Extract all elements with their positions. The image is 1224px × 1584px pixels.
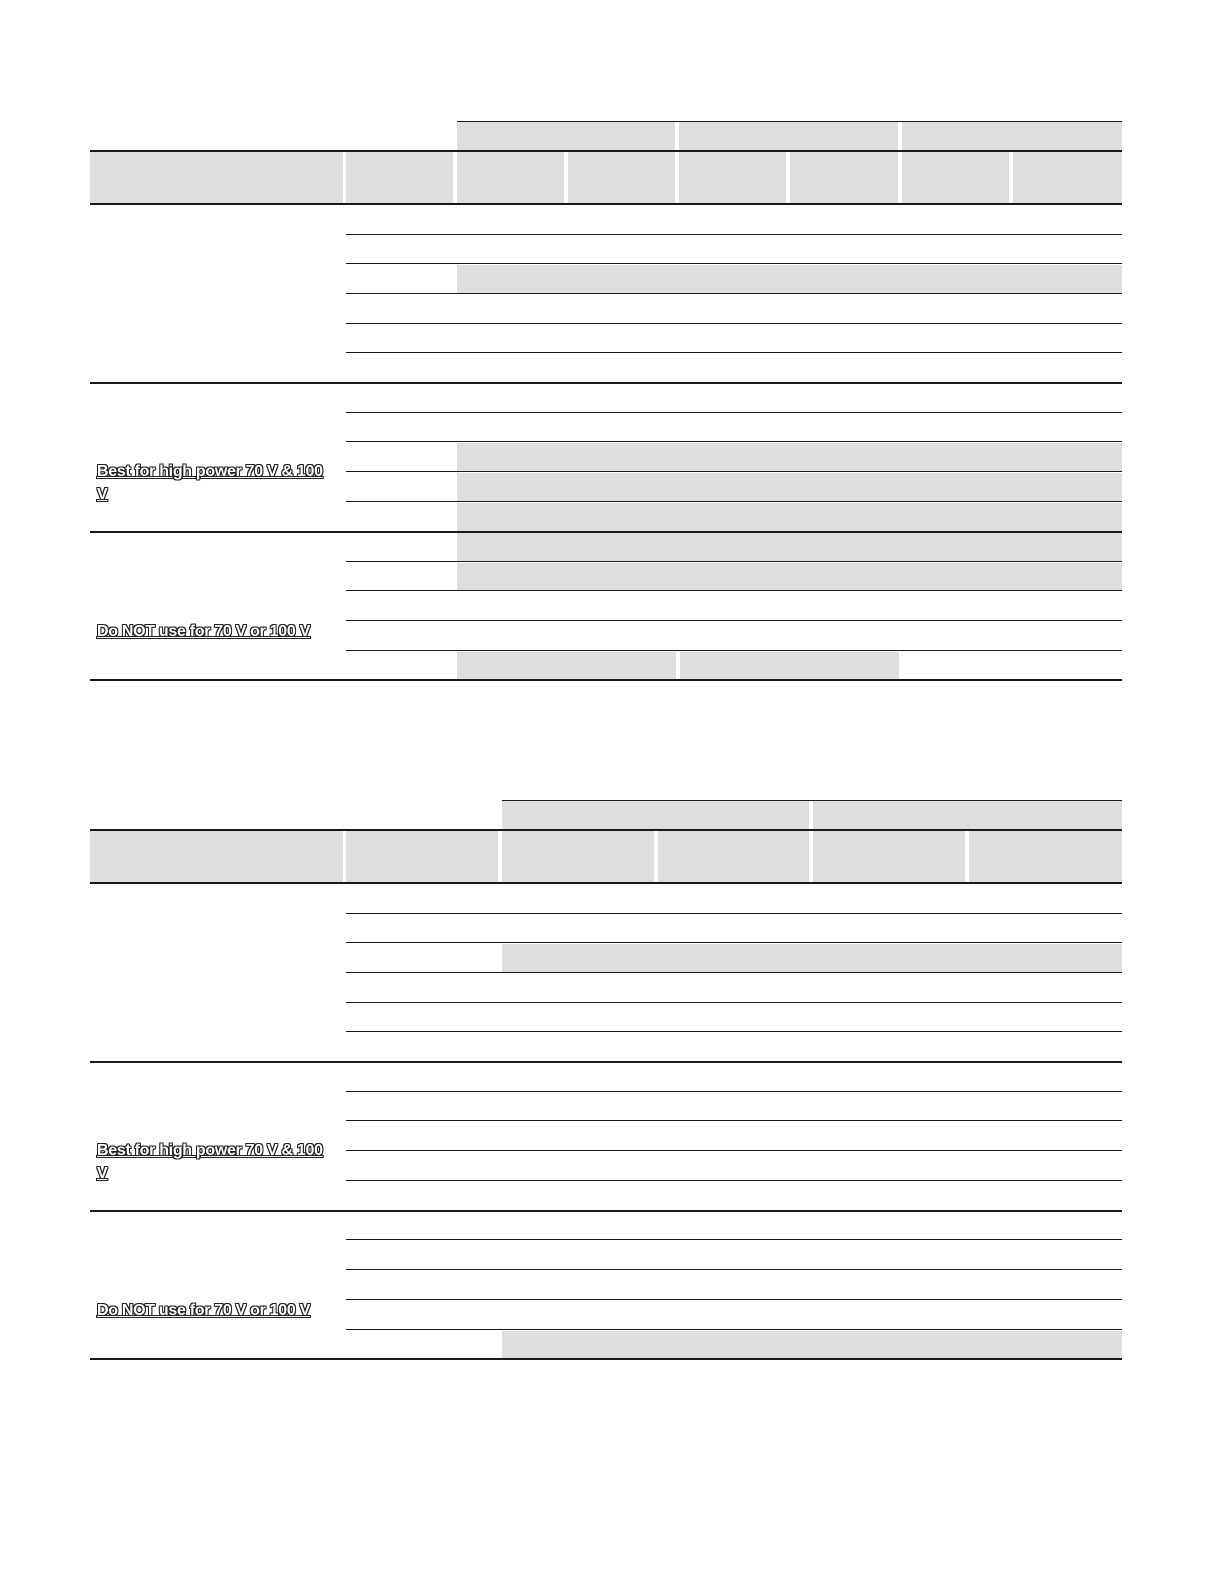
column-header-cell bbox=[346, 831, 498, 882]
row-rule bbox=[346, 913, 1122, 914]
shaded-row-cells bbox=[680, 652, 899, 679]
column-header-cell bbox=[813, 831, 965, 882]
group-rule bbox=[90, 382, 1122, 384]
header-bottom-rule bbox=[90, 882, 1122, 884]
row-rule bbox=[346, 1150, 1122, 1151]
shaded-row-cells bbox=[502, 1331, 1122, 1358]
row-rule bbox=[346, 1329, 1122, 1330]
shaded-row-cells bbox=[457, 563, 1122, 591]
row-rule bbox=[346, 561, 1122, 562]
group-rule bbox=[90, 1210, 1122, 1212]
row-rule bbox=[346, 1120, 1122, 1121]
row-rule bbox=[346, 1002, 1122, 1003]
row-rule bbox=[346, 234, 1122, 235]
row-rule bbox=[346, 323, 1122, 324]
row-rule bbox=[346, 1180, 1122, 1181]
row-rule bbox=[346, 352, 1122, 353]
row-rule bbox=[346, 501, 1122, 502]
row-rule bbox=[346, 590, 1122, 591]
group-note-do-not-use: Do NOT use for 70 V or 100 V bbox=[97, 623, 310, 640]
table-bottom-rule bbox=[90, 679, 1122, 681]
row-rule bbox=[346, 1031, 1122, 1032]
shaded-row-cells bbox=[502, 944, 1122, 972]
column-header-cell bbox=[568, 152, 675, 203]
column-header-cell bbox=[502, 831, 654, 882]
table-bottom-rule bbox=[90, 1358, 1122, 1360]
column-header-cell bbox=[790, 152, 898, 203]
row-rule bbox=[346, 1299, 1122, 1300]
shaded-row-cells bbox=[457, 265, 1122, 293]
row-rule bbox=[346, 412, 1122, 413]
header-bottom-rule bbox=[90, 203, 1122, 205]
group-header-cell bbox=[679, 122, 898, 150]
row-rule bbox=[346, 650, 1122, 651]
shaded-row-cells bbox=[457, 473, 1122, 501]
column-header-cell bbox=[90, 152, 343, 203]
group-header-cell bbox=[457, 122, 675, 150]
group-header-cell bbox=[813, 801, 1122, 829]
row-rule bbox=[346, 942, 1122, 943]
shaded-row-cells bbox=[457, 503, 1122, 531]
column-header-cell bbox=[902, 152, 1009, 203]
column-header-cell bbox=[969, 831, 1122, 882]
row-rule bbox=[346, 293, 1122, 294]
group-header-cell bbox=[502, 801, 809, 829]
column-header-cell bbox=[1013, 152, 1122, 203]
group-header-rule bbox=[502, 800, 1122, 801]
shaded-row-cells bbox=[457, 443, 1122, 471]
group-header-cell bbox=[902, 122, 1122, 150]
group-header-rule bbox=[457, 121, 1122, 122]
row-rule bbox=[346, 471, 1122, 472]
column-header-cell bbox=[90, 831, 343, 882]
shaded-row-cells bbox=[457, 533, 1122, 561]
row-rule bbox=[346, 620, 1122, 621]
row-rule bbox=[346, 263, 1122, 264]
group-rule bbox=[90, 1061, 1122, 1063]
group-note-do-not-use: Do NOT use for 70 V or 100 V bbox=[97, 1302, 310, 1319]
row-rule bbox=[346, 1269, 1122, 1270]
group-note-high-power: Best for high power 70 V & 100 V bbox=[97, 1142, 323, 1182]
row-rule bbox=[346, 441, 1122, 442]
column-header-cell bbox=[457, 152, 564, 203]
row-rule bbox=[346, 1239, 1122, 1240]
header-top-rule bbox=[90, 829, 1122, 831]
column-header-cell bbox=[346, 152, 453, 203]
header-top-rule bbox=[90, 150, 1122, 152]
group-note-high-power: Best for high power 70 V & 100 V bbox=[97, 463, 323, 503]
row-rule bbox=[346, 1091, 1122, 1092]
group-rule bbox=[90, 531, 1122, 533]
shaded-row-cells bbox=[457, 652, 676, 679]
row-rule bbox=[346, 972, 1122, 973]
column-header-cell bbox=[658, 831, 809, 882]
column-header-cell bbox=[679, 152, 786, 203]
